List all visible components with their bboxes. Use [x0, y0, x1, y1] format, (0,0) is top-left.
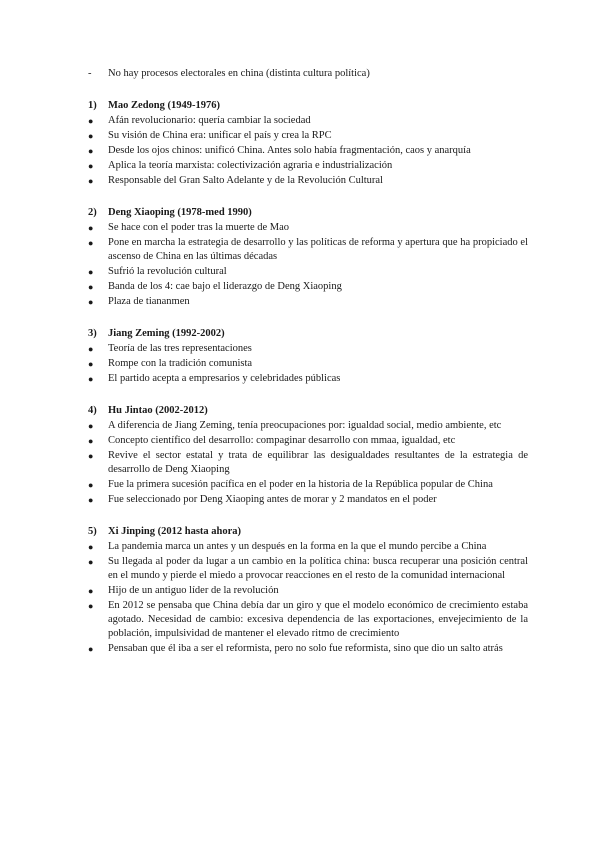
bullet-text: A diferencia de Jiang Zeming, tenía preocupaciones por: igualdad social, medio ambiente, etc [108, 420, 502, 431]
bullet-dot-icon: ● [88, 146, 94, 156]
bullet-dot-icon: ● [88, 297, 94, 307]
bullet-dot-icon: ● [88, 421, 94, 431]
list-item [88, 419, 528, 433]
list-item [88, 236, 528, 264]
sections-container [88, 98, 528, 656]
bullet-dot-icon: ● [88, 374, 94, 384]
list-item [88, 144, 528, 158]
bullet-text: Fue seleccionado por Deng Xiaoping antes de morar y 2 mandatos en el poder [108, 494, 437, 505]
bullet-dot-icon: ● [88, 436, 94, 446]
bullet-dot-icon: ● [88, 176, 94, 186]
section-title: Xi Jinping (2012 hasta ahora) [108, 526, 242, 537]
list-item [88, 642, 528, 656]
bullet-dot-icon: ● [88, 644, 94, 654]
list-item [88, 221, 528, 235]
bullet-dot-icon: ● [88, 131, 94, 141]
bullet-text: Hijo de un antiguo líder de la revolución [108, 585, 279, 596]
section-1 [88, 98, 528, 188]
section-number: 3) [88, 328, 97, 339]
section-4 [88, 403, 528, 507]
section-heading [88, 98, 528, 113]
section-title: Mao Zedong (1949-1976) [108, 100, 220, 111]
list-item [88, 584, 528, 598]
bullet-list [88, 419, 528, 507]
list-item [88, 449, 528, 477]
list-item [88, 434, 528, 448]
bullet-text: Fue la primera sucesión pacífica en el poder en la historia de la República popular de China [108, 479, 493, 490]
intro-text: No hay procesos electorales en china (distinta cultura política) [108, 68, 370, 79]
bullet-dot-icon: ● [88, 542, 94, 552]
bullet-text: Su llegada al poder da lugar a un cambio en la política china: busca recuperar una posición central en el mundo y pierde el miedo a provocar reacciones en el resto de la comunidad internacional [108, 556, 528, 581]
section-heading [88, 524, 528, 539]
list-item [88, 372, 528, 386]
bullet-text: Pone en marcha la estrategia de desarrollo y las políticas de reforma y apertura que ha propiciado el ascenso de China en las últimas décadas [108, 237, 528, 262]
bullet-dot-icon: ● [88, 116, 94, 126]
list-item [88, 555, 528, 583]
section-number: 1) [88, 100, 97, 111]
list-item [88, 280, 528, 294]
bullet-text: Desde los ojos chinos: unificó China. Antes solo había fragmentación, caos y anarquía [108, 145, 471, 156]
bullet-dot-icon: ● [88, 267, 94, 277]
bullet-text: Plaza de tiananmen [108, 296, 190, 307]
list-item [88, 174, 528, 188]
section-number: 5) [88, 526, 97, 537]
bullet-dot-icon: ● [88, 223, 94, 233]
bullet-text: Banda de los 4: cae bajo el liderazgo de Deng Xiaoping [108, 281, 342, 292]
list-item [88, 540, 528, 554]
bullet-list [88, 342, 528, 386]
dash-marker: - [88, 68, 92, 79]
bullet-dot-icon: ● [88, 282, 94, 292]
bullet-list [88, 114, 528, 188]
section-5 [88, 524, 528, 656]
section-number: 4) [88, 405, 97, 416]
bullet-text: En 2012 se pensaba que China debía dar un giro y que el modelo económico de crecimiento estaba agotado. Necesidad de cambio: excesiva dependencia de las exportaciones, envejecimiento de la población, impulsividad de mantener el elevado ritmo de crecimiento [108, 600, 528, 639]
bullet-dot-icon: ● [88, 480, 94, 490]
bullet-dot-icon: ● [88, 601, 94, 611]
list-item [88, 357, 528, 371]
list-item [88, 129, 528, 143]
bullet-text: Teoría de las tres representaciones [108, 343, 252, 354]
section-title: Jiang Zeming (1992-2002) [108, 328, 225, 339]
section-heading [88, 326, 528, 341]
bullet-list [88, 540, 528, 656]
bullet-dot-icon: ● [88, 344, 94, 354]
bullet-text: Su visión de China era: unificar el país y crea la RPC [108, 130, 332, 141]
list-item [88, 478, 528, 492]
bullet-dot-icon: ● [88, 238, 94, 248]
bullet-text: La pandemia marca un antes y un después en la forma en la que el mundo percibe a China [108, 541, 487, 552]
list-item [88, 493, 528, 507]
section-title: Hu Jintao (2002-2012) [108, 405, 208, 416]
bullet-text: Pensaban que él iba a ser el reformista, pero no solo fue reformista, sino que dio un salto atrás [108, 643, 503, 654]
list-item [88, 599, 528, 641]
bullet-text: Sufrió la revolución cultural [108, 266, 227, 277]
bullet-dot-icon: ● [88, 451, 94, 461]
section-heading [88, 205, 528, 220]
bullet-text: Afán revolucionario: quería cambiar la sociedad [108, 115, 311, 126]
list-item [88, 295, 528, 309]
bullet-text: Se hace con el poder tras la muerte de Mao [108, 222, 290, 233]
intro-line [88, 66, 528, 81]
bullet-dot-icon: ● [88, 557, 94, 567]
bullet-text: Rompe con la tradición comunista [108, 358, 253, 369]
bullet-text: Revive el sector estatal y trata de equilibrar las desigualdades resultantes de la estrategia de desarrollo de Deng Xiaoping [108, 450, 528, 475]
list-item [88, 114, 528, 128]
bullet-list [88, 221, 528, 309]
list-item [88, 159, 528, 173]
section-heading [88, 403, 528, 418]
section-2 [88, 205, 528, 309]
bullet-dot-icon: ● [88, 161, 94, 171]
section-number: 2) [88, 207, 97, 218]
document-body [88, 66, 528, 673]
bullet-dot-icon: ● [88, 495, 94, 505]
bullet-dot-icon: ● [88, 586, 94, 596]
bullet-dot-icon: ● [88, 359, 94, 369]
bullet-text: Aplica la teoría marxista: colectivización agraria e industrialización [108, 160, 393, 171]
section-3 [88, 326, 528, 386]
list-item [88, 342, 528, 356]
section-title: Deng Xiaoping (1978-med 1990) [108, 207, 252, 218]
bullet-text: Responsable del Gran Salto Adelante y de la Revolución Cultural [108, 175, 383, 186]
bullet-text: Concepto científico del desarrollo: compaginar desarrollo con mmaa, igualdad, etc [108, 435, 456, 446]
list-item [88, 265, 528, 279]
bullet-text: El partido acepta a empresarios y celebridades públicas [108, 373, 341, 384]
